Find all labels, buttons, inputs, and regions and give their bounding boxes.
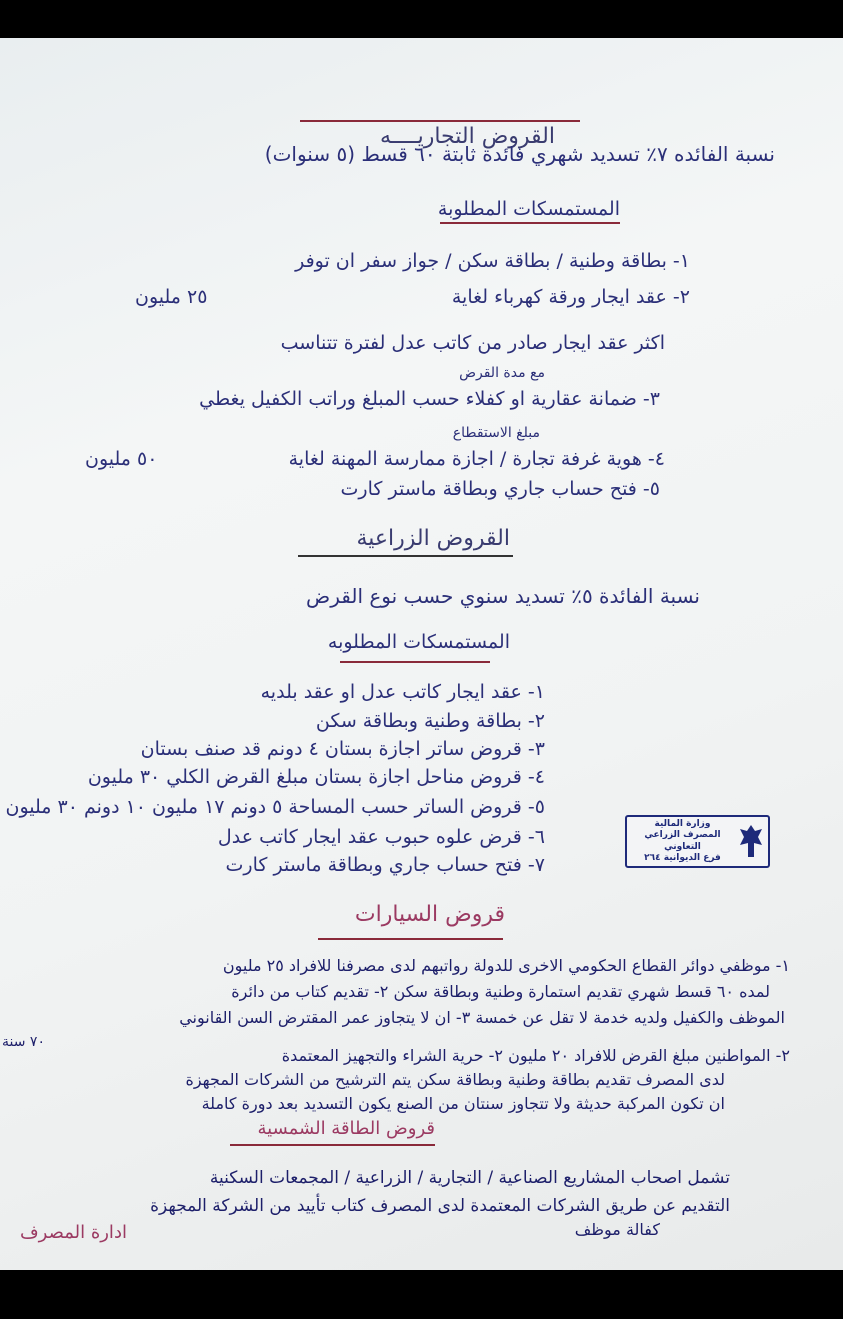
cars-line: لمده ٦٠ قسط شهري تقديم استمارة وطنية وبطاقة سكن ٢- تقديم كتاب من دائرة xyxy=(231,982,770,1001)
commercial-rate: نسبة الفائده ٧٪ تسديد شهري فائدة ثابتة ٦٠ قسط (٥ سنوات) xyxy=(264,142,775,166)
agricultural-docs-heading: المستمسكات المطلوبه xyxy=(327,631,510,653)
heading-underline xyxy=(340,661,490,663)
document-page xyxy=(0,38,843,1270)
cars-title: قروض السيارات xyxy=(354,902,505,927)
cars-line: ٧٠ سنة xyxy=(2,1034,45,1050)
agricultural-item: ٢- بطاقة وطنية وبطاقة سكن xyxy=(315,710,545,732)
commercial-item: اكثر عقد ايجار صادر من كاتب عدل لفترة تتناسب xyxy=(280,332,665,354)
agricultural-item: ٧- فتح حساب جاري وبطاقة ماستر كارت xyxy=(225,854,545,876)
commercial-title: القروض التجاريــــه xyxy=(380,124,555,149)
solar-line: التقديم عن طريق الشركات المعتمدة لدى المصرف كتاب تأييد من الشركة المجهزة xyxy=(150,1196,730,1216)
stamp-line: فرع الديوانية ٢٦٤ xyxy=(644,852,721,863)
title-underline xyxy=(318,938,503,940)
agricultural-item: ١- عقد ايجار كاتب عدل او عقد بلديه xyxy=(260,681,545,703)
commercial-item: مبلغ الاستقطاع xyxy=(452,425,540,441)
agricultural-item: ٤- قروض مناحل اجازة بستان مبلغ القرض الكلي ٣٠ مليون xyxy=(87,766,545,788)
commercial-item: ٥- فتح حساب جاري وبطاقة ماستر كارت xyxy=(340,478,660,500)
signature: ادارة المصرف xyxy=(20,1222,127,1243)
cars-line: لدى المصرف تقديم بطاقة وطنية وبطاقة سكن يتم الترشيح من الشركات المجهزة xyxy=(185,1070,725,1089)
cars-line: ٢- المواطنين مبلغ القرض للافراد ٢٠ مليون ٢- حرية الشراء والتجهيز المعتمدة xyxy=(281,1046,790,1065)
cars-line: ان تكون المركبة حديثة ولا تتجاوز سنتان من الصنع يكون التسديد بعد دورة كاملة xyxy=(201,1094,725,1113)
cars-line: الموظف والكفيل ولديه خدمة لا تقل عن خمسة ٣- ان لا يتجاوز عمر المقترض السن القانوني xyxy=(179,1008,785,1027)
solar-line: كفالة موظف xyxy=(574,1220,660,1239)
commercial-item: ٣- ضمانة عقارية او كفلاء حسب المبلغ وراتب الكفيل يغطي xyxy=(199,388,660,410)
title-underline xyxy=(230,1144,435,1146)
stamp-line: وزارة المالية xyxy=(654,819,711,829)
agricultural-item: ٥- قروض الساتر حسب المساحة ٥ دونم ١٧ مليون ١٠ دونم ٣٠ مليون xyxy=(5,796,545,818)
commercial-item: ٢- عقد ايجار ورقة كهرباء لغاية xyxy=(451,286,690,308)
agricultural-item: ٣- قروض ساتر اجازة بستان ٤ دونم قد صنف بستان xyxy=(140,738,545,760)
heading-underline xyxy=(440,222,620,224)
commercial-item: ١- بطاقة وطنية / بطاقة سكن / جواز سفر ان توفر xyxy=(295,250,690,272)
title-underline xyxy=(300,120,580,122)
agricultural-rate: نسبة الفائدة ٥٪ تسديد سنوي حسب نوع القرض xyxy=(306,584,700,608)
commercial-amount: ٥٠ مليون xyxy=(85,448,158,470)
commercial-item: ٤- هوية غرفة تجارة / اجازة ممارسة المهنة لغاية xyxy=(288,448,665,470)
agricultural-item: ٦- قرض علوه حبوب عقد ايجار كاتب عدل xyxy=(217,826,545,848)
cars-line: ١- موظفي دوائر القطاع الحكومي الاخرى للدولة رواتبهم لدى مصرفنا للافراد ٢٥ مليون xyxy=(222,956,790,975)
bank-stamp xyxy=(625,815,770,868)
commercial-amount: ٢٥ مليون xyxy=(135,286,208,308)
eagle-emblem-icon xyxy=(738,823,764,861)
solar-line: تشمل اصحاب المشاريع الصناعية / التجارية / الزراعية / المجمعات السكنية xyxy=(209,1168,730,1188)
solar-title: قروض الطاقة الشمسية xyxy=(257,1118,435,1139)
commercial-docs-heading: المستمسكات المطلوبة xyxy=(437,198,620,220)
commercial-item: مع مدة القرض xyxy=(459,365,545,381)
stamp-line: المصرف الزراعي التعاوني xyxy=(644,830,721,852)
title-underline xyxy=(298,555,513,557)
agricultural-title: القروض الزراعية xyxy=(356,526,510,551)
